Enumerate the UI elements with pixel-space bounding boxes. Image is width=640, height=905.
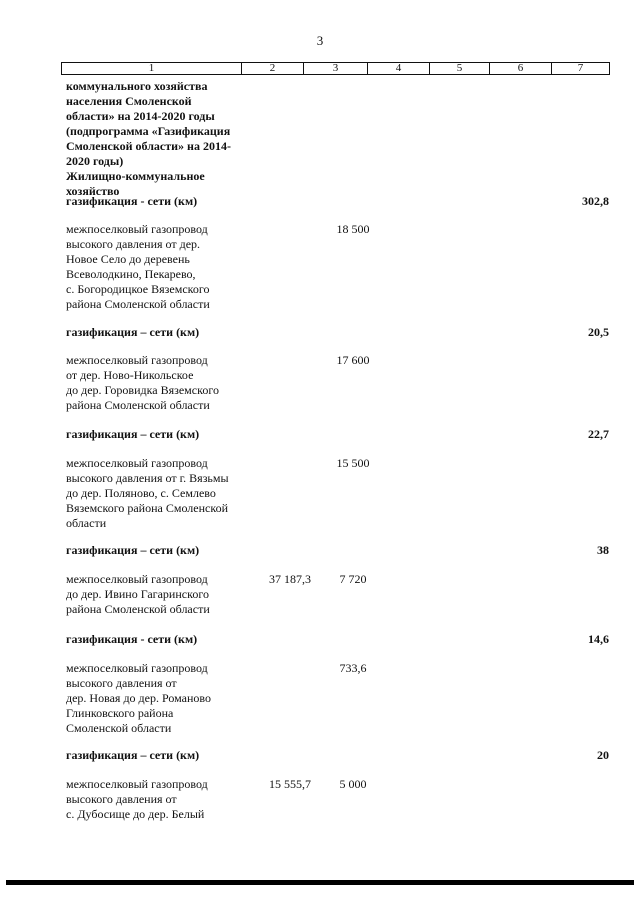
description-line: района Смоленской области	[66, 398, 210, 412]
description-line: Новое Село до деревень	[66, 252, 190, 266]
column-number-header	[61, 62, 610, 75]
program-title-line: коммунального хозяйства	[66, 79, 208, 93]
section-description	[66, 222, 254, 312]
program-title-line: (подпрограмма «Газификация	[66, 124, 231, 138]
description-line: межпоселковый газопровод	[66, 777, 208, 791]
section-total-km: 22,7	[588, 427, 609, 441]
bottom-border-rule	[6, 880, 634, 885]
description-line: межпоселковый газопровод	[66, 456, 208, 470]
column-3-value: 17 600	[336, 353, 370, 367]
description-line: с. Богородицкое Вяземского	[66, 282, 210, 296]
description-line: межпоселковый газопровод	[66, 222, 208, 236]
description-line: района Смоленской области	[66, 297, 210, 311]
column-3-value: 733,6	[339, 661, 367, 675]
description-line: высокого давления от	[66, 792, 177, 806]
description-line: межпоселковый газопровод	[66, 572, 208, 586]
description-line: межпоселковый газопровод	[66, 661, 208, 675]
section-title: газификация – сети (км)	[66, 325, 200, 339]
description-line: области	[66, 516, 107, 530]
section-description	[66, 777, 254, 822]
column-number: 7	[552, 63, 610, 75]
section-title: газификация - сети (км)	[66, 194, 198, 208]
column-number: 1	[62, 63, 242, 75]
column-3-value: 7 720	[339, 572, 367, 586]
page-number: 3	[316, 33, 324, 48]
section-title: газификация – сети (км)	[66, 543, 200, 557]
section-title: газификация – сети (км)	[66, 427, 200, 441]
section-description	[66, 456, 254, 531]
section-total-km: 20,5	[588, 325, 609, 339]
section-description	[66, 572, 254, 617]
description-line: до дер. Ивино Гагаринского	[66, 587, 209, 601]
column-2-value: 37 187,3	[269, 572, 311, 586]
description-line: до дер. Горовидка Вяземского	[66, 383, 219, 397]
description-line: Глинковского района	[66, 706, 174, 720]
section-total-km: 14,6	[588, 632, 609, 646]
description-line: высокого давления от г. Вязьмы	[66, 471, 229, 485]
program-title-line: населения Смоленской	[66, 94, 192, 108]
program-title-line: области» на 2014-2020 годы	[66, 109, 215, 123]
section-description	[66, 353, 254, 413]
section-title: газификация - сети (км)	[66, 632, 198, 646]
program-title-line: хозяйство	[66, 184, 120, 198]
column-number: 6	[490, 63, 552, 75]
program-title-line: Жилищно-коммунальное	[66, 169, 205, 183]
column-number: 2	[242, 63, 304, 75]
section-total-km: 302,8	[582, 194, 609, 208]
description-line: с. Дубосище до дер. Белый	[66, 807, 205, 821]
description-line: Всеволодкино, Пекарево,	[66, 267, 196, 281]
section-total-km: 20	[597, 748, 609, 762]
column-number: 4	[368, 63, 430, 75]
description-line: Вяземского района Смоленской	[66, 501, 228, 515]
program-title	[66, 79, 256, 199]
description-line: дер. Новая до дер. Романово	[66, 691, 211, 705]
column-3-value: 15 500	[336, 456, 370, 470]
program-title-line: 2020 годы)	[66, 154, 124, 168]
section-title: газификация – сети (км)	[66, 748, 200, 762]
description-line: высокого давления от дер.	[66, 237, 201, 251]
description-line: межпоселковый газопровод	[66, 353, 208, 367]
section-total-km: 38	[597, 543, 609, 557]
column-3-value: 18 500	[336, 222, 370, 236]
column-number: 3	[304, 63, 368, 75]
description-line: Смоленской области	[66, 721, 172, 735]
description-line: высокого давления от	[66, 676, 177, 690]
description-line: района Смоленской области	[66, 602, 210, 616]
column-number: 5	[430, 63, 490, 75]
section-description	[66, 661, 254, 736]
description-line: от дер. Ново-Никольское	[66, 368, 194, 382]
description-line: до дер. Поляново, с. Семлево	[66, 486, 216, 500]
program-title-line: Смоленской области» на 2014-	[66, 139, 231, 153]
column-3-value: 5 000	[339, 777, 367, 791]
column-2-value: 15 555,7	[269, 777, 311, 791]
